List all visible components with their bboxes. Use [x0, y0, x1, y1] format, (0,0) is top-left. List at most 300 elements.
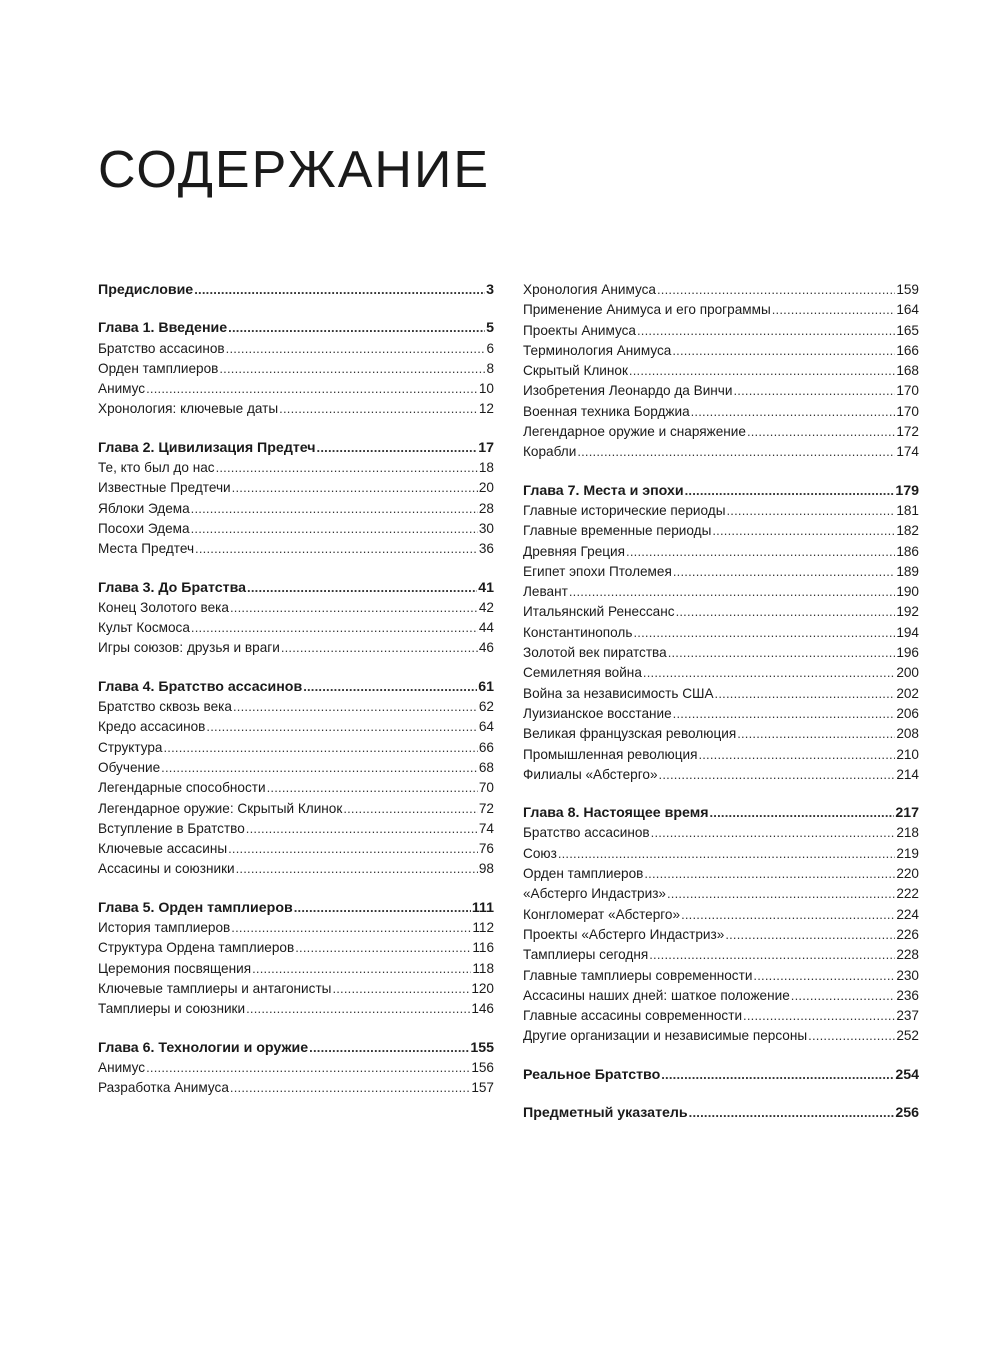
toc-entry-page: 6: [486, 340, 494, 356]
toc-entry-page: 226: [896, 926, 919, 942]
dot-leader: [309, 1038, 469, 1058]
toc-chapter-entry[interactable]: [523, 1103, 919, 1123]
toc-entry-page: 222: [896, 886, 919, 902]
toc-entry-title: Промышленная революция: [523, 746, 698, 762]
toc-entry-title: Разработка Анимуса: [98, 1080, 229, 1096]
dot-leader: [194, 280, 485, 300]
toc-entry-title: Корабли: [523, 444, 577, 460]
toc-entry[interactable]: [98, 598, 494, 618]
toc-entry[interactable]: [98, 379, 494, 399]
toc-section: [98, 318, 494, 419]
toc-entry-title: Итальянский Ренессанс: [523, 604, 675, 620]
toc-chapter-entry[interactable]: [98, 1038, 494, 1058]
toc-entry-title: Тамплиеры и союзники: [98, 1001, 246, 1017]
dot-leader: [246, 819, 478, 839]
dot-leader: [230, 598, 478, 618]
toc-entry-page: 208: [896, 726, 919, 742]
toc-entry-page: 181: [896, 502, 919, 518]
toc-entry-title: Ассасины наших дней: шаткое положение: [523, 987, 790, 1003]
toc-entry-title: Структура Ордена тамплиеров: [98, 940, 295, 956]
dot-leader: [332, 979, 470, 999]
dot-leader: [743, 1006, 895, 1026]
dot-leader: [295, 938, 471, 958]
toc-entry-page: 172: [896, 424, 919, 440]
dot-leader: [191, 499, 478, 519]
toc-entry[interactable]: [98, 697, 494, 717]
dot-leader: [753, 966, 895, 986]
toc-entry-title: Глава 4. Братство ассасинов: [98, 678, 303, 695]
toc-entry-page: 36: [478, 541, 494, 557]
toc-entry-title: Структура: [98, 739, 163, 755]
toc-entry[interactable]: [98, 399, 494, 419]
dot-leader: [228, 839, 478, 859]
toc-entry[interactable]: [523, 884, 919, 904]
toc-entry-page: 189: [896, 563, 919, 579]
toc-entry-title: Главные тамплиеры современности: [523, 967, 753, 983]
toc-entry-title: Главные исторические периоды: [523, 502, 726, 518]
toc-entry-page: 194: [896, 624, 919, 640]
toc-entry-page: 61: [478, 678, 494, 695]
dot-leader: [164, 738, 478, 758]
dot-leader: [303, 677, 477, 697]
dot-leader: [725, 925, 895, 945]
toc-entry[interactable]: [523, 765, 919, 785]
toc-section: [98, 1038, 494, 1099]
toc-entry[interactable]: [523, 643, 919, 663]
toc-entry-page: 202: [896, 685, 919, 701]
toc-entry[interactable]: [523, 844, 919, 864]
toc-entry-title: Ключевые ассасины: [98, 841, 228, 857]
toc-entry-title: Война за независимость США: [523, 685, 714, 701]
toc-entry[interactable]: [523, 986, 919, 1006]
toc-entry-title: Ассасины и союзники: [98, 861, 235, 877]
toc-entry-title: Реальное Братство: [523, 1066, 661, 1083]
toc-entry[interactable]: [98, 1078, 494, 1098]
toc-entry-page: 237: [896, 1008, 919, 1024]
toc-entry[interactable]: [98, 1058, 494, 1078]
toc-chapter-entry[interactable]: [523, 1065, 919, 1085]
dot-leader: [644, 864, 895, 884]
dot-leader: [681, 905, 895, 925]
dot-leader: [651, 823, 896, 843]
toc-entry-title: Известные Предтечи: [98, 480, 231, 496]
dot-leader: [252, 959, 471, 979]
toc-entry-page: 20: [478, 480, 494, 496]
dot-leader: [668, 643, 896, 663]
dot-leader: [772, 300, 896, 320]
toc-entry[interactable]: [523, 1006, 919, 1026]
dot-leader: [673, 562, 895, 582]
toc-entry-title: Те, кто был до нас: [98, 460, 215, 476]
dot-leader: [672, 341, 895, 361]
toc-entry[interactable]: [523, 925, 919, 945]
toc-entry-title: Золотой век пиратства: [523, 645, 667, 661]
toc-entry-page: 179: [895, 482, 919, 499]
toc-section: [98, 898, 494, 1020]
toc-entry-title: Братство сквозь века: [98, 699, 232, 715]
dot-leader: [191, 618, 478, 638]
dot-leader: [219, 359, 485, 379]
toc-entry-title: Легендарные способности: [98, 780, 266, 796]
dot-leader: [633, 623, 895, 643]
toc-entry-title: Изобретения Леонардо да Винчи: [523, 383, 733, 399]
toc-right-column: [523, 280, 919, 1141]
toc-entry-title: Анимус: [98, 1059, 146, 1075]
toc-entry[interactable]: [523, 341, 919, 361]
dot-leader: [643, 663, 895, 683]
toc-entry[interactable]: [523, 381, 919, 401]
dot-leader: [226, 339, 486, 359]
dot-leader: [626, 542, 895, 562]
toc-entry-title: Главные ассасины современности: [523, 1008, 743, 1024]
toc-entry-page: 157: [471, 1080, 494, 1096]
toc-entry[interactable]: [98, 979, 494, 999]
toc-entry-page: 214: [896, 766, 919, 782]
toc-entry[interactable]: [523, 704, 919, 724]
toc-entry[interactable]: [98, 478, 494, 498]
toc-entry[interactable]: [523, 663, 919, 683]
dot-leader: [279, 399, 478, 419]
toc-chapter-entry[interactable]: [523, 803, 919, 823]
toc-entry[interactable]: [523, 442, 919, 462]
toc-entry-title: Луизианское восстание: [523, 705, 672, 721]
toc-entry-page: 196: [896, 645, 919, 661]
toc-entry-title: Яблоки Эдема: [98, 500, 190, 516]
dot-leader: [698, 745, 895, 765]
toc-entry[interactable]: [98, 717, 494, 737]
toc-entry-page: 182: [896, 523, 919, 539]
page-title: СОДЕРЖАНИЕ: [98, 141, 491, 199]
toc-entry-page: 68: [478, 759, 494, 775]
toc-entry-title: Культ Космоса: [98, 620, 190, 636]
dot-leader: [246, 999, 470, 1019]
toc-entry-title: Глава 5. Орден тамплиеров: [98, 899, 293, 916]
toc-entry-page: 72: [478, 800, 494, 816]
toc-entry-page: 210: [896, 746, 919, 762]
toc-entry-title: Ключевые тамплиеры и антагонисты: [98, 980, 332, 996]
toc-section: [523, 481, 919, 785]
toc-entry[interactable]: [98, 959, 494, 979]
toc-entry-page: 174: [896, 444, 919, 460]
toc-entry-page: 3: [486, 282, 494, 298]
toc-entry[interactable]: [523, 864, 919, 884]
toc-entry-title: Военная техника Борджиа: [523, 403, 690, 419]
dot-leader: [629, 361, 895, 381]
toc-entry-title: «Абстерго Индастриз»: [523, 886, 666, 902]
dot-leader: [637, 321, 895, 341]
dot-leader: [206, 717, 477, 737]
dot-leader: [649, 945, 895, 965]
toc-entry-title: Древняя Греция: [523, 543, 626, 559]
toc-entry-title: Обучение: [98, 759, 161, 775]
toc-entry[interactable]: [98, 799, 494, 819]
dot-leader: [791, 986, 896, 1006]
toc-entry-page: 98: [478, 861, 494, 877]
toc-entry-title: Конгломерат «Абстерго»: [523, 906, 681, 922]
toc-entry-page: 200: [896, 665, 919, 681]
toc-entry-title: Проекты «Абстерго Индастриз»: [523, 926, 725, 942]
dot-leader: [737, 724, 895, 744]
toc-entry[interactable]: [98, 638, 494, 658]
toc-entry-page: 155: [470, 1039, 494, 1056]
toc-entry-title: Семилетняя война: [523, 665, 642, 681]
toc-entry-title: Великая французская революция: [523, 726, 737, 742]
toc-entry-page: 120: [471, 980, 494, 996]
toc-entry[interactable]: [98, 738, 494, 758]
dot-leader: [558, 844, 896, 864]
toc-entry[interactable]: [98, 859, 494, 879]
toc-entry-title: Игры союзов: друзья и враги: [98, 640, 280, 656]
dot-leader: [569, 582, 895, 602]
toc-entry-title: Глава 2. Цивилизация Предтеч: [98, 439, 316, 456]
toc-entry[interactable]: [98, 339, 494, 359]
toc-section: [98, 677, 494, 880]
toc-entry[interactable]: [98, 778, 494, 798]
toc-entry-page: 146: [471, 1001, 494, 1017]
toc-entry-page: 17: [478, 439, 494, 456]
toc-entry[interactable]: [98, 938, 494, 958]
toc-entry-title: Кредо ассасинов: [98, 719, 206, 735]
toc-entry[interactable]: [98, 359, 494, 379]
dot-leader: [343, 799, 478, 819]
toc-entry[interactable]: [523, 562, 919, 582]
toc-entry[interactable]: [523, 602, 919, 622]
toc-section: [98, 578, 494, 659]
toc-entry-page: 170: [896, 403, 919, 419]
toc-entry[interactable]: [523, 724, 919, 744]
toc-entry-page: 170: [896, 383, 919, 399]
dot-leader: [228, 318, 485, 338]
dot-leader: [726, 501, 895, 521]
toc-entry-title: Скрытый Клинок: [523, 363, 628, 379]
toc-entry-title: Филиалы «Абстерго»: [523, 766, 658, 782]
toc-entry-title: Церемония посвящения: [98, 960, 252, 976]
dot-leader: [733, 381, 895, 401]
toc-entry[interactable]: [523, 321, 919, 341]
dot-leader: [673, 704, 896, 724]
dot-leader: [712, 521, 895, 541]
toc-entry-page: 217: [895, 805, 919, 822]
toc-entry-page: 46: [478, 640, 494, 656]
dot-leader: [685, 481, 895, 501]
toc-entry-title: Применение Анимуса и его программы: [523, 302, 771, 318]
toc-entry-title: Анимус: [98, 381, 146, 397]
toc-entry[interactable]: [523, 361, 919, 381]
toc-entry[interactable]: [523, 623, 919, 643]
toc-entry-page: 42: [478, 599, 494, 615]
toc-section: [98, 438, 494, 560]
toc-entry-page: 70: [478, 780, 494, 796]
dot-leader: [657, 280, 895, 300]
toc-entry-page: 252: [896, 1028, 919, 1044]
dot-leader: [233, 697, 478, 717]
toc-entry-page: 30: [478, 520, 494, 536]
dot-leader: [247, 578, 477, 598]
dot-leader: [232, 478, 478, 498]
toc-entry-page: 206: [896, 705, 919, 721]
dot-leader: [216, 458, 478, 478]
dot-leader: [691, 402, 896, 422]
toc-entry-page: 12: [478, 401, 494, 417]
toc-entry[interactable]: [98, 819, 494, 839]
toc-entry[interactable]: [523, 582, 919, 602]
toc-entry-page: 5: [486, 320, 494, 337]
dot-leader: [294, 898, 471, 918]
toc-entry-title: Проекты Анимуса: [523, 322, 636, 338]
toc-section: [523, 803, 919, 1047]
toc-entry-page: 44: [478, 620, 494, 636]
dot-leader: [195, 539, 478, 559]
toc-entry-title: Левант: [523, 584, 568, 600]
toc-entry-page: 62: [478, 699, 494, 715]
toc-entry-title: Главные временные периоды: [523, 523, 712, 539]
toc-entry-title: Легендарное оружие и снаряжение: [523, 424, 746, 440]
toc-section: [523, 1065, 919, 1085]
toc-entry[interactable]: [98, 918, 494, 938]
toc-entry-title: Братство ассасинов: [523, 825, 650, 841]
toc-entry[interactable]: [98, 458, 494, 478]
dot-leader: [808, 1026, 895, 1046]
toc-entry-page: 219: [896, 845, 919, 861]
toc-entry[interactable]: [98, 618, 494, 638]
toc-entry-title: Константинополь: [523, 624, 633, 640]
toc-entry-title: Орден тамплиеров: [98, 360, 219, 376]
toc-entry[interactable]: [98, 839, 494, 859]
dot-leader: [317, 438, 478, 458]
toc-entry[interactable]: [523, 422, 919, 442]
toc-entry-title: Терминология Анимуса: [523, 342, 672, 358]
toc-entry[interactable]: [523, 280, 919, 300]
toc-entry-page: 218: [896, 825, 919, 841]
toc-entry[interactable]: [98, 999, 494, 1019]
toc-entry[interactable]: [523, 905, 919, 925]
dot-leader: [577, 442, 895, 462]
toc-section: [523, 280, 919, 463]
toc-entry-page: 168: [896, 363, 919, 379]
toc-entry-page: 192: [896, 604, 919, 620]
toc-entry-page: 116: [472, 940, 494, 956]
toc-entry-title: Легендарное оружие: Скрытый Клинок: [98, 800, 343, 816]
toc-section: [98, 280, 494, 300]
toc-entry-title: Вступление в Братство: [98, 820, 245, 836]
toc-entry-title: Союз: [523, 845, 557, 861]
toc-entry[interactable]: [523, 300, 919, 320]
toc-chapter-entry[interactable]: [98, 318, 494, 338]
dot-leader: [236, 859, 478, 879]
dot-leader: [715, 684, 896, 704]
toc-entry-title: Конец Золотого века: [98, 599, 229, 615]
toc-entry-title: Предметный указатель: [523, 1104, 688, 1121]
toc-entry-page: 254: [895, 1066, 919, 1083]
toc-entry[interactable]: [523, 402, 919, 422]
toc-entry-title: Другие организации и независимые персоны: [523, 1028, 808, 1044]
toc-entry-page: 228: [896, 947, 919, 963]
toc-entry[interactable]: [98, 539, 494, 559]
toc-entry[interactable]: [98, 519, 494, 539]
toc-entry-page: 166: [896, 342, 919, 358]
toc-entry[interactable]: [523, 966, 919, 986]
toc-entry[interactable]: [98, 499, 494, 519]
toc-entry-page: 111: [471, 899, 494, 916]
dot-leader: [146, 1058, 470, 1078]
toc-entry[interactable]: [98, 758, 494, 778]
toc-entry-page: 256: [895, 1104, 919, 1121]
dot-leader: [146, 379, 478, 399]
toc-entry-page: 74: [478, 820, 494, 836]
toc-entry-title: Глава 3. До Братства: [98, 579, 247, 596]
toc-entry-page: 64: [478, 719, 494, 735]
toc-section: [523, 1103, 919, 1123]
toc-chapter-entry[interactable]: [98, 578, 494, 598]
dot-leader: [709, 803, 894, 823]
toc-entry[interactable]: [523, 823, 919, 843]
toc-chapter-entry[interactable]: [523, 481, 919, 501]
toc-entry-page: 156: [471, 1059, 494, 1075]
dot-leader: [267, 778, 478, 798]
dot-leader: [659, 765, 896, 785]
toc-entry[interactable]: [523, 1026, 919, 1046]
toc-entry-title: История тамплиеров: [98, 920, 231, 936]
toc-left-column: [98, 280, 494, 1116]
toc-entry-title: Глава 8. Настоящее время: [523, 805, 709, 822]
toc-entry-title: Хронология Анимуса: [523, 282, 656, 297]
toc-entry-page: 66: [478, 739, 494, 755]
toc-entry-title: Глава 6. Технологии и оружие: [98, 1039, 309, 1056]
dot-leader: [161, 758, 478, 778]
dot-leader: [231, 918, 471, 938]
toc-entry-page: 230: [896, 967, 919, 983]
toc-entry-page: 76: [478, 841, 494, 857]
toc-entry-page: 224: [896, 906, 919, 922]
toc-entry-page: 18: [478, 460, 494, 476]
toc-entry-page: 112: [472, 920, 494, 936]
toc-chapter-entry[interactable]: [98, 898, 494, 918]
toc-entry-title: Хронология: ключевые даты: [98, 401, 279, 417]
dot-leader: [281, 638, 478, 658]
toc-entry-page: 220: [896, 866, 919, 882]
toc-chapter-entry[interactable]: [98, 677, 494, 697]
dot-leader: [689, 1103, 895, 1123]
toc-entry-title: Глава 1. Введение: [98, 320, 228, 337]
toc-entry-title: Тамплиеры сегодня: [523, 947, 649, 963]
toc-entry[interactable]: [523, 501, 919, 521]
dot-leader: [191, 519, 478, 539]
toc-entry-page: 236: [896, 987, 919, 1003]
toc-entry-page: 159: [896, 282, 919, 297]
toc-entry-title: Посохи Эдема: [98, 520, 190, 536]
toc-entry-page: 186: [896, 543, 919, 559]
toc-entry[interactable]: [523, 521, 919, 541]
toc-entry[interactable]: [523, 542, 919, 562]
dot-leader: [747, 422, 895, 442]
toc-entry-title: Предисловие: [98, 282, 194, 298]
dot-leader: [667, 884, 895, 904]
toc-entry-title: Египет эпохи Птолемея: [523, 563, 672, 579]
dot-leader: [230, 1078, 470, 1098]
toc-chapter-entry[interactable]: [98, 280, 494, 300]
toc-entry[interactable]: [523, 745, 919, 765]
dot-leader: [661, 1065, 894, 1085]
toc-entry-page: 190: [896, 584, 919, 600]
toc-entry[interactable]: [523, 945, 919, 965]
toc-entry-title: Братство ассасинов: [98, 340, 225, 356]
toc-entry[interactable]: [523, 684, 919, 704]
toc-entry-title: Глава 7. Места и эпохи: [523, 482, 684, 499]
toc-entry-title: Места Предтеч: [98, 541, 195, 557]
toc-entry-page: 164: [896, 302, 919, 318]
toc-chapter-entry[interactable]: [98, 438, 494, 458]
toc-entry-page: 118: [472, 960, 494, 976]
